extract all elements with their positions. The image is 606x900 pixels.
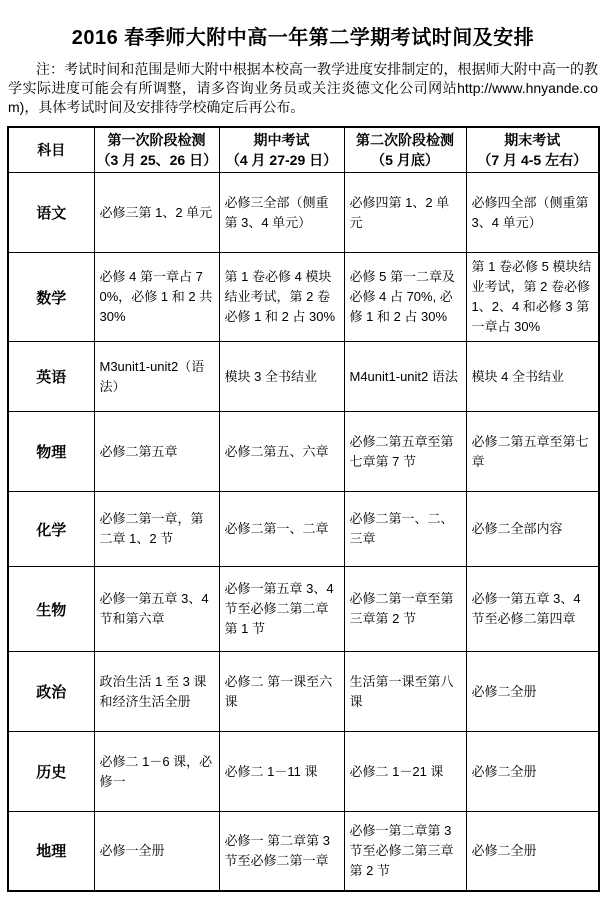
exam-scope-cell: 必修二全册 [466, 652, 599, 732]
column-header-dates: （7 月 4-5 左右） [477, 152, 588, 168]
column-header-dates: （5 月底） [371, 152, 439, 168]
exam-scope-cell: 第 1 卷必修 4 模块结业考试，第 2 卷必修 1 和 2 占 30% [219, 253, 344, 342]
exam-scope-cell: 必修二第五章 [94, 412, 219, 492]
subject-cell: 语文 [8, 173, 94, 253]
table-row-地理 [8, 812, 599, 891]
exam-scope-cell: 必修二全册 [466, 812, 599, 891]
table-row-英语 [8, 342, 599, 412]
subject-cell: 化学 [8, 492, 94, 567]
exam-scope-cell: 必修四全部（侧重第 3、4 单元） [466, 173, 599, 253]
column-header-title: 期末考试 [504, 132, 561, 148]
exam-scope-cell: 必修二第一、二、三章 [344, 492, 466, 567]
exam-scope-cell: 必修一全册 [94, 812, 219, 891]
exam-scope-cell: 第 1 卷必修 5 模块结业考试，第 2 卷必修 1、2、4 和必修 3 第一章占 30% [466, 253, 599, 342]
table-row-政治 [8, 652, 599, 732]
exam-scope-cell: 必修四第 1、2 单元 [344, 173, 466, 253]
column-header-0 [8, 127, 94, 173]
exam-scope-cell: 必修二 第一课至六课 [219, 652, 344, 732]
table-row-语文 [8, 173, 599, 253]
column-header-3 [344, 127, 466, 173]
exam-scope-cell: 必修 5 第一二章及必修 4 占 70%, 必修 1 和 2 占 30% [344, 253, 466, 342]
table-header-row [8, 127, 599, 173]
exam-scope-cell: 必修三全部（侧重第 3、4 单元） [219, 173, 344, 253]
exam-schedule-table [7, 126, 600, 892]
column-header-title: 科目 [37, 142, 66, 158]
column-header-dates: （3 月 25、26 日） [96, 152, 218, 168]
exam-scope-cell: 必修二第五、六章 [219, 412, 344, 492]
exam-scope-cell: 生活第一课至第八课 [344, 652, 466, 732]
exam-scope-cell: 必修一第二章第 3 节至必修二第三章第 2 节 [344, 812, 466, 891]
subject-cell: 历史 [8, 732, 94, 812]
column-header-dates: （4 月 27-29 日） [225, 152, 338, 168]
table-row-生物 [8, 567, 599, 652]
table-row-历史 [8, 732, 599, 812]
column-header-2 [219, 127, 344, 173]
exam-scope-cell: 必修二第五章至第七章 [466, 412, 599, 492]
table-row-化学 [8, 492, 599, 567]
column-header-title: 第二次阶段检测 [356, 132, 454, 148]
exam-scope-cell: 必修二 1－6 课，必修一 [94, 732, 219, 812]
subject-cell: 生物 [8, 567, 94, 652]
exam-scope-cell: 模块 4 全书结业 [466, 342, 599, 412]
column-header-title: 期中考试 [253, 132, 310, 148]
exam-scope-cell: 必修二 1－11 课 [219, 732, 344, 812]
exam-scope-cell: 必修二 1－21 课 [344, 732, 466, 812]
table-body [8, 173, 599, 891]
column-header-4 [466, 127, 599, 173]
subject-cell: 数学 [8, 253, 94, 342]
exam-scope-cell: 必修二第一章至第三章第 2 节 [344, 567, 466, 652]
exam-scope-cell: 必修二全部内容 [466, 492, 599, 567]
subject-cell: 政治 [8, 652, 94, 732]
subject-cell: 英语 [8, 342, 94, 412]
exam-scope-cell: 必修二全册 [466, 732, 599, 812]
exam-scope-cell: 必修一第五章 3、4 节至必修二第二章第 1 节 [219, 567, 344, 652]
column-header-1 [94, 127, 219, 173]
exam-scope-cell: 必修一 第二章第 3 节至必修二第一章 [219, 812, 344, 891]
page-title: 2016 春季师大附中高一年第二学期考试时间及安排 [71, 27, 535, 49]
exam-scope-cell: 必修三第 1、2 单元 [94, 173, 219, 253]
exam-scope-cell: 政治生活 1 至 3 课和经济生活全册 [94, 652, 219, 732]
exam-scope-cell: 必修一第五章 3、4 节至必修二第四章 [466, 567, 599, 652]
exam-scope-cell: 模块 3 全书结业 [219, 342, 344, 412]
exam-scope-cell: 必修二第五章至第七章第 7 节 [344, 412, 466, 492]
exam-scope-cell: M3unit1-unit2（语法） [94, 342, 219, 412]
note-paragraph: 注：考试时间和范围是师大附中根据本校高一教学进度安排制定的，根据师大附中高一的教学实际进度可能会有所调整，请多咨询业务员或关注炎德文化公司网站http://www.hnyande.com)，具体考试时间及安排待学校确定后再公布。 [8, 61, 598, 115]
exam-scope-cell: 必修一第五章 3、4 节和第六章 [94, 567, 219, 652]
table-row-物理 [8, 412, 599, 492]
header-row [8, 127, 599, 173]
exam-scope-cell: 必修二第一、二章 [219, 492, 344, 567]
subject-cell: 地理 [8, 812, 94, 891]
exam-scope-cell: 必修二第一章，第二章 1、2 节 [94, 492, 219, 567]
exam-scope-cell: M4unit1-unit2 语法 [344, 342, 466, 412]
exam-scope-cell: 必修 4 第一章占 70%，必修 1 和 2 共 30% [94, 253, 219, 342]
table-row-数学 [8, 253, 599, 342]
subject-cell: 物理 [8, 412, 94, 492]
column-header-title: 第一次阶段检测 [107, 132, 206, 148]
